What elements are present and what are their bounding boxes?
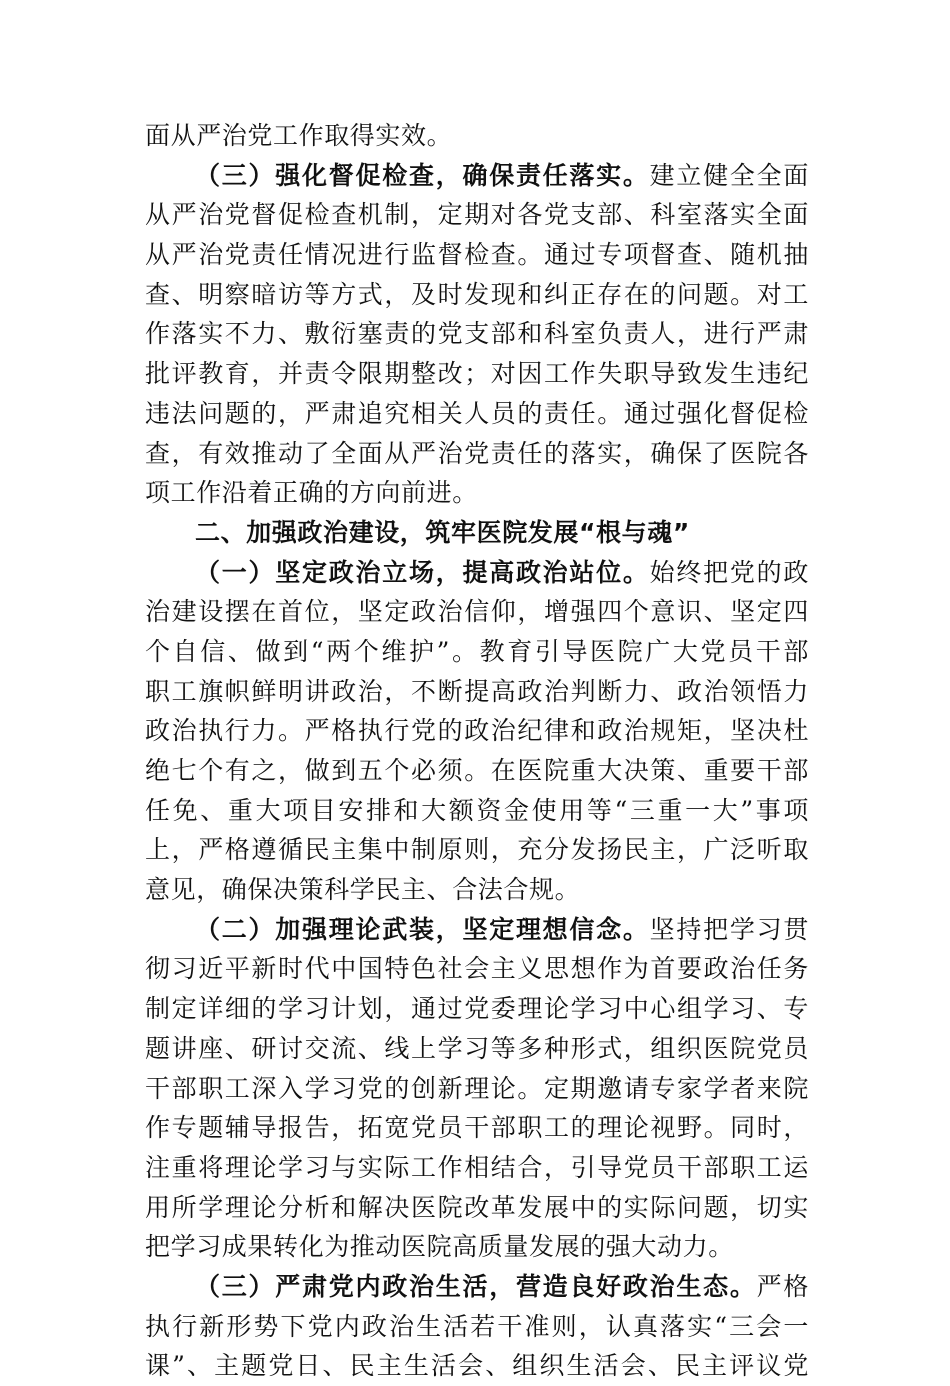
text-run: 严格 bbox=[756, 1271, 810, 1301]
text-line: 项工作沿着正确的方向前进。 bbox=[145, 478, 478, 508]
document-page bbox=[145, 116, 809, 1386]
text-line: 个自信、做到“两个维护”。教育引导医院广大党员干部 bbox=[145, 636, 809, 666]
text-line: 作落实不力、敷衍塞责的党支部和科室负责人，进行严肃 bbox=[145, 319, 809, 349]
section-heading: 二、加强政治建设，筑牢医院发展“根与魂” bbox=[195, 517, 690, 547]
text-line: 从严治党责任情况进行监督检查。通过专项督查、随机抽 bbox=[145, 240, 809, 270]
text-line: 用所学理论分析和解决医院改革发展中的实际问题，切实 bbox=[145, 1192, 809, 1222]
paragraph-first-line bbox=[145, 156, 809, 196]
paragraph-lead: （三）强化督促检查，确保责任落实。 bbox=[195, 160, 650, 190]
text-run: 坚持把学习贯 bbox=[649, 914, 809, 944]
text-line: 任免、重大项目安排和大额资金使用等“三重一大”事项 bbox=[145, 795, 809, 825]
paragraph-first-line bbox=[145, 553, 809, 593]
text-line: 治建设摆在首位，坚定政治信仰，增强四个意识、坚定四 bbox=[145, 597, 809, 627]
text-line: 彻习近平新时代中国特色社会主义思想作为首要政治任务 bbox=[145, 954, 809, 984]
text-line: 批评教育，并责令限期整改；对因工作失职导致发生违纪 bbox=[145, 359, 809, 389]
text-line: 把学习成果转化为推动医院高质量发展的强大动力。 bbox=[145, 1232, 734, 1262]
text-line: 干部职工深入学习党的创新理论。定期邀请专家学者来院 bbox=[145, 1073, 809, 1103]
text-line: 查，有效推动了全面从严治党责任的落实，确保了医院各 bbox=[145, 438, 809, 468]
text-line: 面从严治党工作取得实效。 bbox=[145, 121, 453, 150]
paragraph-lead: （一）坚定政治立场，提高政治站位。 bbox=[195, 557, 650, 587]
text-line: 从严治党督促检查机制，定期对各党支部、科室落实全面 bbox=[145, 200, 809, 230]
paragraph-first-line bbox=[145, 1267, 809, 1307]
text-line: 查、明察暗访等方式，及时发现和纠正存在的问题。对工 bbox=[145, 279, 809, 309]
text-run: 始终把党的政 bbox=[649, 557, 809, 587]
text-line: 上，严格遵循民主集中制原则，充分发扬民主，广泛听取 bbox=[145, 835, 809, 865]
paragraph-first-line bbox=[145, 910, 809, 950]
text-line: 意见，确保决策科学民主、合法合规。 bbox=[145, 875, 581, 905]
text-line: 违法问题的，严肃追究相关人员的责任。通过强化督促检 bbox=[145, 398, 809, 428]
paragraph-lead: （三）严肃党内政治生活，营造良好政治生态。 bbox=[195, 1271, 757, 1301]
text-line: 制定详细的学习计划，通过党委理论学习中心组学习、专 bbox=[145, 994, 809, 1024]
text-line: 绝七个有之，做到五个必须。在医院重大决策、重要干部 bbox=[145, 756, 809, 785]
text-line: 作专题辅导报告，拓宽党员干部职工的理论视野。同时， bbox=[145, 1113, 809, 1143]
text-line: 职工旗帜鲜明讲政治，不断提高政治判断力、政治领悟力 bbox=[145, 676, 809, 706]
text-run: 建立健全全面 bbox=[649, 160, 809, 190]
paragraph-lead: （二）加强理论武装，坚定理想信念。 bbox=[195, 914, 650, 944]
text-line: 注重将理论学习与实际工作相结合，引导党员干部职工运 bbox=[145, 1152, 809, 1182]
text-line: 执行新形势下党内政治生活若干准则，认真落实“三会一 bbox=[145, 1311, 809, 1341]
text-line: 题讲座、研讨交流、线上学习等多种形式，组织医院党员 bbox=[145, 1033, 809, 1063]
text-line: 政治执行力。严格执行党的政治纪律和政治规矩，坚决杜 bbox=[145, 716, 809, 746]
text-line: 课”、主题党日、民主生活会、组织生活会、民主评议党 bbox=[145, 1351, 809, 1381]
